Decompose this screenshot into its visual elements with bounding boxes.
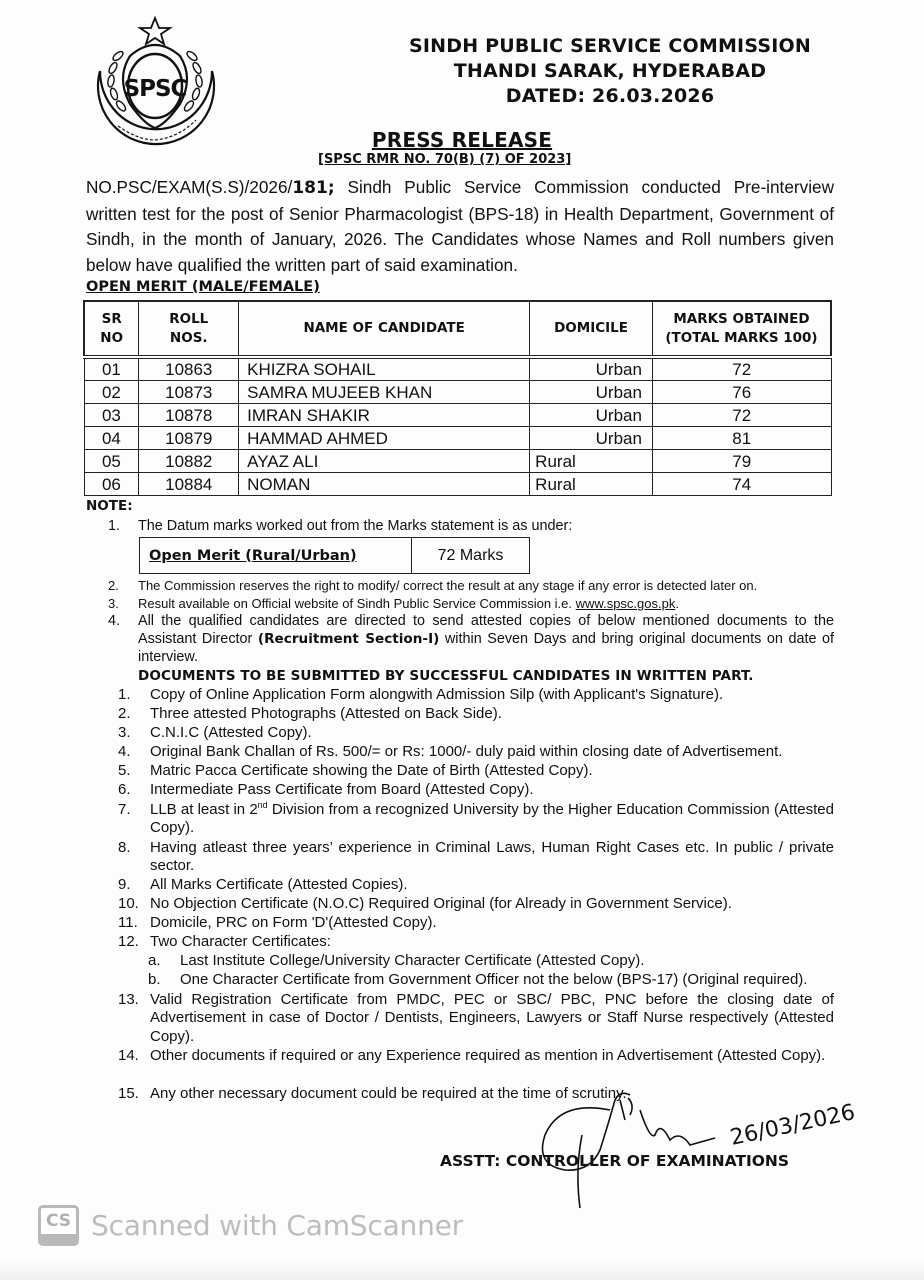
table-row <box>84 404 831 427</box>
intro-paragraph <box>86 175 834 278</box>
column-header-name: NAME OF CANDIDATE <box>239 301 530 357</box>
cell-name: SAMRA MUJEEB KHAN <box>239 381 530 404</box>
table-row <box>84 357 831 381</box>
camscanner-logo-icon: CS <box>38 1205 79 1246</box>
note-heading: NOTE: <box>86 498 133 514</box>
camscanner-watermark <box>38 1205 463 1246</box>
cell-name: NOMAN <box>239 473 530 496</box>
cell-domicile: Rural <box>530 450 653 473</box>
org-name: SINDH PUBLIC SERVICE COMMISSION <box>409 35 811 57</box>
watermark-text: Scanned with CamScanner <box>91 1209 463 1242</box>
org-address: THANDI SARAK, HYDERABAD <box>453 60 767 82</box>
column-header-marks: MARKS OBTAINED (TOTAL MARKS 100) <box>652 301 831 357</box>
cell-sr: 05 <box>84 450 139 473</box>
results-section-title: OPEN MERIT (MALE/FEMALE) <box>86 279 320 295</box>
cell-roll: 10863 <box>139 357 239 381</box>
cell-sr: 02 <box>84 381 139 404</box>
cell-domicile: Urban <box>530 404 653 427</box>
cell-roll: 10878 <box>139 404 239 427</box>
cell-domicile: Urban <box>530 427 653 450</box>
datum-value: 72 Marks <box>437 546 504 564</box>
document-date: DATED: 26.03.2026 <box>505 85 715 107</box>
cell-sr: 01 <box>84 357 139 381</box>
cell-roll: 10879 <box>139 427 239 450</box>
svg-text:26/03/2026: 26/03/2026 <box>728 1100 858 1151</box>
handwritten-signature-icon <box>520 1080 880 1210</box>
organisation-header <box>370 34 850 109</box>
press-release-title: PRESS RELEASE <box>371 128 553 152</box>
results-table <box>83 300 832 496</box>
table-row <box>84 450 831 473</box>
cell-name: IMRAN SHAKIR <box>239 404 530 427</box>
cell-name: AYAZ ALI <box>239 450 530 473</box>
cell-marks: 76 <box>652 381 831 404</box>
reference-number: 181; <box>292 178 335 198</box>
column-header-roll: ROLL NOS. <box>139 301 239 357</box>
datum-marks-box <box>139 537 530 574</box>
table-row <box>84 381 831 404</box>
cell-sr: 06 <box>84 473 139 496</box>
press-release-heading <box>0 128 924 167</box>
table-row <box>84 427 831 450</box>
cell-marks: 79 <box>652 450 831 473</box>
cell-marks: 72 <box>652 404 831 427</box>
cell-name: HAMMAD AHMED <box>239 427 530 450</box>
table-header-row <box>84 301 831 357</box>
cell-roll: 10873 <box>139 381 239 404</box>
reference-prefix: NO.PSC/EXAM(S.S)/2026/ <box>86 177 293 197</box>
column-header-sr: SR NO <box>84 301 139 357</box>
svg-text:SPSC: SPSC <box>123 76 187 102</box>
cell-roll: 10882 <box>139 450 239 473</box>
datum-category: Open Merit (Rural/Urban) <box>140 538 412 573</box>
press-release-page: SPSC SINDH PUBLIC SERVICE COMMISSION THANDI SARAK, HYDERABAD DATED: 26.03.2026 PRESS RELEASE [SPSC RMR NO. 70(B) (7) OF 2023] NO.PSC/EXAM(S.S)/2026/181; Sindh Public Service Commission conducted Pre-interview written test for the post of Senior Pharmacologist (BPS-18) in Health Department, Government of Sindh, in the month of January, 2026. The Candidates whose Names and Roll numbers given below have qualified the written part of said examination. OPEN MERIT (MALE/FEMALE) SR NO ROLL NOS. NAME OF CANDIDATE DOMICILE MARKS OBTAINED (TOTAL MARKS 100) 01 10863 KHIZRA SOHAIL Urban 72 02 10873 SAMRA MUJEEB KHAN Urban 76 03 10878 IMRAN SHAKIR Urban 72 04 10879 HAMMAD AHMED Urban 81 05 10882 AYAZ ALI Rural 79 06 10884 NOMAN Rural 74 NOTE: 1. The Datum marks worked out from the Marks statement is as under: 2. The Commission reserves the right to modify/ correct the result at any stage if any error is detected later on. 3. Result available on Official website of Sindh Public Service Commission i.e. www.spsc.gos.pk. 4. All the qualified candidates are directed to send attested copies of below mentioned documents to the Assistant Director (Recruitment Section-I) within Seven Days and bring original documents on date of interview. Open Merit (Rural/Urban) 72 Marks DOCUMENTS TO BE SUBMITTED BY SUCCESSFUL CANDIDATES IN WRITTEN PART. 1. Copy of Online Application Form alongwith Admission Silp (with Applicant's Signature). 2. Three attested Photographs (Attested on Back Side). 3. C.N.I.C (Attested Copy). 4. Original Bank Challan of Rs. 500/= or Rs: 1000/- duly paid within closing date of Advertisement. 5. Matric Pacca Certificate showing the Date of Birth (Attested Copy). 6. Intermediate Pass Certificate from Board (Attested Copy). 7. LLB at least in 2nd Division from a recognized University by the Higher Education Commission (Attested Copy). 8. Having atleast three years’ experience in Criminal Laws, Human Right Cases etc. In public / private sector. 9. All Marks Certificate (Attested Copies). 10. No Objection Certificate (N.O.C) Required Original (for Already in Government Service). 11. Domicile, PRC on Form 'D'(Attested Copy). 12. Two Character Certificates: a. Last Institute College/University Character Certificate (Attested Copy). b. One Character Certificate from Government Officer not the below (BPS-17) (Original required). 13. Valid Registration Certificate from PMDC, PEC or SBC/ PBC, PNC before the closing date of Advertisement in case of Doctor / Dentists, Engineers, Lawyers or Staff Nurse respectively (Attested Copy). 14. Other documents if required or any Experience required as mention in Advertisement (Attested Copy). 15. Any other necessary document could be required at the time of scrutiny. 26/03/2026 ASSTT: CONTROLLER OF EXAMINATIONS CS Scanned with CamScanner <box>0 0 924 1280</box>
cell-domicile: Urban <box>530 381 653 404</box>
table-row <box>84 473 831 496</box>
website-link[interactable]: www.spsc.gos.pk <box>575 596 676 611</box>
cell-marks: 81 <box>652 427 831 450</box>
column-header-domicile: DOMICILE <box>530 301 653 357</box>
cell-marks: 74 <box>652 473 831 496</box>
cell-domicile: Urban <box>530 357 653 381</box>
cell-roll: 10884 <box>139 473 239 496</box>
documents-heading: DOCUMENTS TO BE SUBMITTED BY SUCCESSFUL CANDIDATES IN WRITTEN PART. <box>138 668 754 684</box>
press-release-reference: [SPSC RMR NO. 70(B) (7) OF 2023] <box>318 152 572 167</box>
cell-name: KHIZRA SOHAIL <box>239 357 530 381</box>
scan-edge <box>0 1262 924 1280</box>
cell-sr: 03 <box>84 404 139 427</box>
cell-domicile: Rural <box>530 473 653 496</box>
cell-sr: 04 <box>84 427 139 450</box>
intro-text: Sindh Public Service Commission conducted Pre-interview written test for the post of Senior Pharmacologist (BPS-18) in Health Department, Government of Sindh, in the month of January, 2026. The Candidates whose Names and Roll numbers given below have qualified the written part of said examination. <box>86 177 834 275</box>
cell-marks: 72 <box>652 357 831 381</box>
signatory-title: ASSTT: CONTROLLER OF EXAMINATIONS <box>440 1152 790 1170</box>
